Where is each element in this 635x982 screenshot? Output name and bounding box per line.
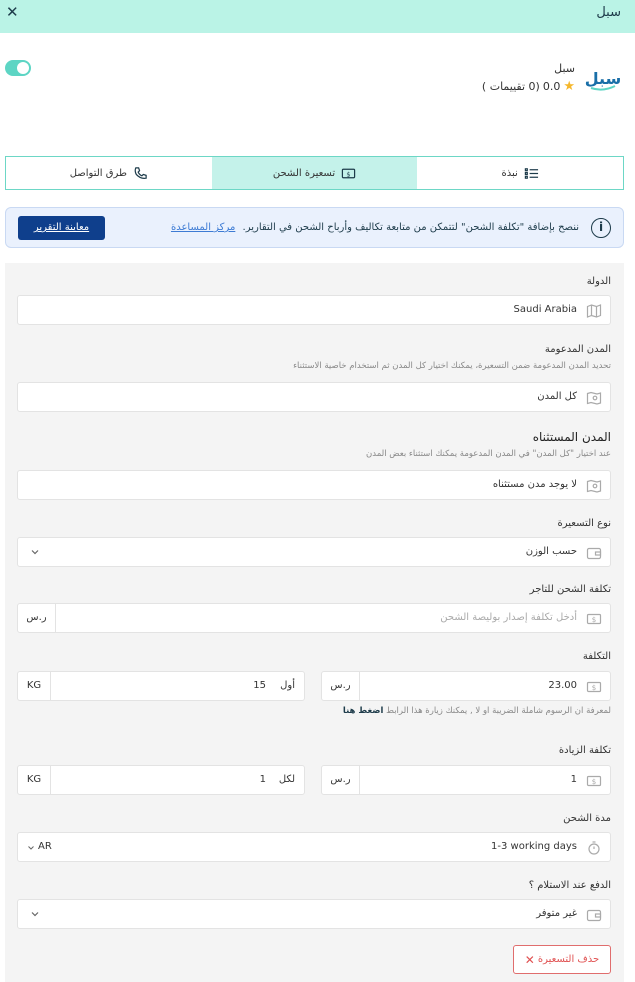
notice-text — [171, 222, 579, 233]
currency-unit: ر.س — [18, 604, 56, 632]
country-value: Saudi Arabia — [513, 304, 577, 315]
excluded-cities-field[interactable] — [17, 470, 611, 500]
duration-input[interactable] — [17, 832, 611, 862]
money-icon — [341, 166, 356, 181]
duration-value: 1-3 working days — [491, 841, 577, 852]
extra-cost-price-input[interactable] — [321, 765, 611, 795]
preview-report-button[interactable]: معاينة التقرير — [18, 216, 105, 240]
drawer-header — [0, 0, 635, 33]
tab-about[interactable] — [417, 157, 623, 189]
map-icon — [586, 303, 602, 319]
cost-price-value: 23.00 — [548, 680, 577, 691]
tab-shipping-pricing[interactable] — [212, 157, 418, 189]
first-weight-label: أول — [280, 680, 295, 691]
tax-hint — [343, 706, 611, 716]
timer-icon — [586, 840, 602, 856]
rating-value: 0.0 — [542, 80, 561, 93]
country-field[interactable] — [17, 295, 611, 325]
chevron-down-icon — [30, 909, 40, 919]
star-icon: ★ — [563, 79, 575, 94]
merchant-cost-input[interactable] — [17, 603, 611, 633]
svg-text:سبل: سبل — [584, 69, 622, 88]
pricing-type-value: حسب الوزن — [525, 546, 577, 557]
extra-cost-price-value: 1 — [570, 774, 577, 785]
app-toggle[interactable] — [5, 60, 31, 76]
country-label: الدولة — [586, 276, 611, 287]
cod-select[interactable] — [17, 899, 611, 929]
cod-label: الدفع عند الاستلام ؟ — [528, 880, 611, 891]
language-selector[interactable]: AR — [38, 841, 52, 852]
duration-label: مدة الشحن — [563, 813, 611, 824]
app-rating — [482, 79, 575, 94]
map-pin-icon — [586, 478, 602, 494]
chevron-down-icon — [27, 844, 35, 852]
first-weight-value: 15 — [253, 680, 266, 691]
app-name: سبل — [554, 62, 575, 75]
merchant-cost-label: تكلفة الشحن للتاجر — [529, 584, 611, 595]
money-icon — [586, 611, 602, 627]
chevron-down-icon — [30, 547, 40, 557]
phone-icon — [133, 166, 148, 181]
money-icon — [586, 679, 602, 695]
delete-pricing-label: حذف التسعيرة — [537, 954, 600, 965]
tab-shipping-pricing-label: تسعيرة الشحن — [272, 167, 336, 179]
tax-hint-link[interactable]: اضغط هنا — [342, 706, 384, 716]
delete-pricing-button[interactable] — [513, 945, 611, 974]
tab-contact-label: طرق التواصل — [69, 167, 127, 179]
tabs — [5, 156, 624, 190]
wallet-icon — [586, 545, 602, 561]
excluded-cities-value: لا يوجد مدن مستثناه — [492, 479, 577, 490]
cod-value: غير متوفر — [536, 908, 577, 919]
svg-text:$: $ — [346, 169, 351, 178]
cost-price-input[interactable] — [321, 671, 611, 701]
extra-cost-weight-input[interactable] — [17, 765, 305, 795]
wallet-icon — [586, 907, 602, 923]
extra-cost-label: تكلفة الزيادة — [558, 745, 611, 756]
weight-unit: KG — [18, 672, 51, 700]
merchant-cost-placeholder: أدخل تكلفة إصدار بوليصة الشحن — [440, 612, 577, 623]
money-icon — [586, 773, 602, 789]
toggle-knob — [17, 62, 29, 74]
tab-contact[interactable] — [6, 157, 212, 189]
map-pin-icon — [586, 390, 602, 406]
svg-text:$: $ — [591, 684, 597, 692]
supported-cities-value: كل المدن — [537, 391, 577, 402]
supported-cities-label: المدن المدعومة — [544, 344, 611, 355]
excluded-cities-label: المدن المستثناه — [532, 430, 611, 444]
each-weight-value: 1 — [259, 774, 266, 785]
svg-text:$: $ — [591, 616, 597, 624]
tab-about-label: نبذة — [501, 167, 518, 179]
help-center-link[interactable]: مركز المساعدة — [170, 222, 236, 233]
info-notice — [5, 207, 624, 248]
supported-cities-field[interactable] — [17, 382, 611, 412]
pricing-type-select[interactable] — [17, 537, 611, 567]
cost-first-weight-input[interactable] — [17, 671, 305, 701]
app-logo — [584, 64, 622, 92]
svg-text:$: $ — [591, 778, 597, 786]
excluded-cities-hint: عند اختيار "كل المدن" في المدن المدعومة يمكنك استثناء بعض المدن — [366, 449, 611, 459]
weight-unit: KG — [18, 766, 51, 794]
supported-cities-hint: تحديد المدن المدعومة ضمن التسعيرة، يمكنك اختيار كل المدن ثم استخدام خاصية الاستثناء — [293, 361, 611, 371]
info-icon: i — [591, 218, 611, 238]
currency-unit: ر.س — [322, 672, 360, 700]
close-icon: ✕ — [524, 952, 535, 967]
list-icon — [524, 166, 539, 181]
currency-unit: ر.س — [322, 766, 360, 794]
drawer-title: سبل — [596, 5, 621, 20]
pricing-type-label: نوع التسعيرة — [557, 518, 611, 529]
cost-label: التكلفة — [582, 651, 611, 662]
tax-hint-text: لمعرفة ان الرسوم شاملة الضريبة او لا , يمكنك زيارة هذا الرابط — [386, 706, 611, 716]
each-weight-label: لكل — [278, 774, 295, 785]
close-icon[interactable]: ✕ — [6, 3, 19, 21]
rating-count: (0 تقييمات ) — [481, 80, 540, 93]
notice-message: ننصح بإضافة "تكلفة الشحن" لتتمكن من متابعة تكاليف وأرباح الشحن في التقارير. — [242, 222, 579, 233]
